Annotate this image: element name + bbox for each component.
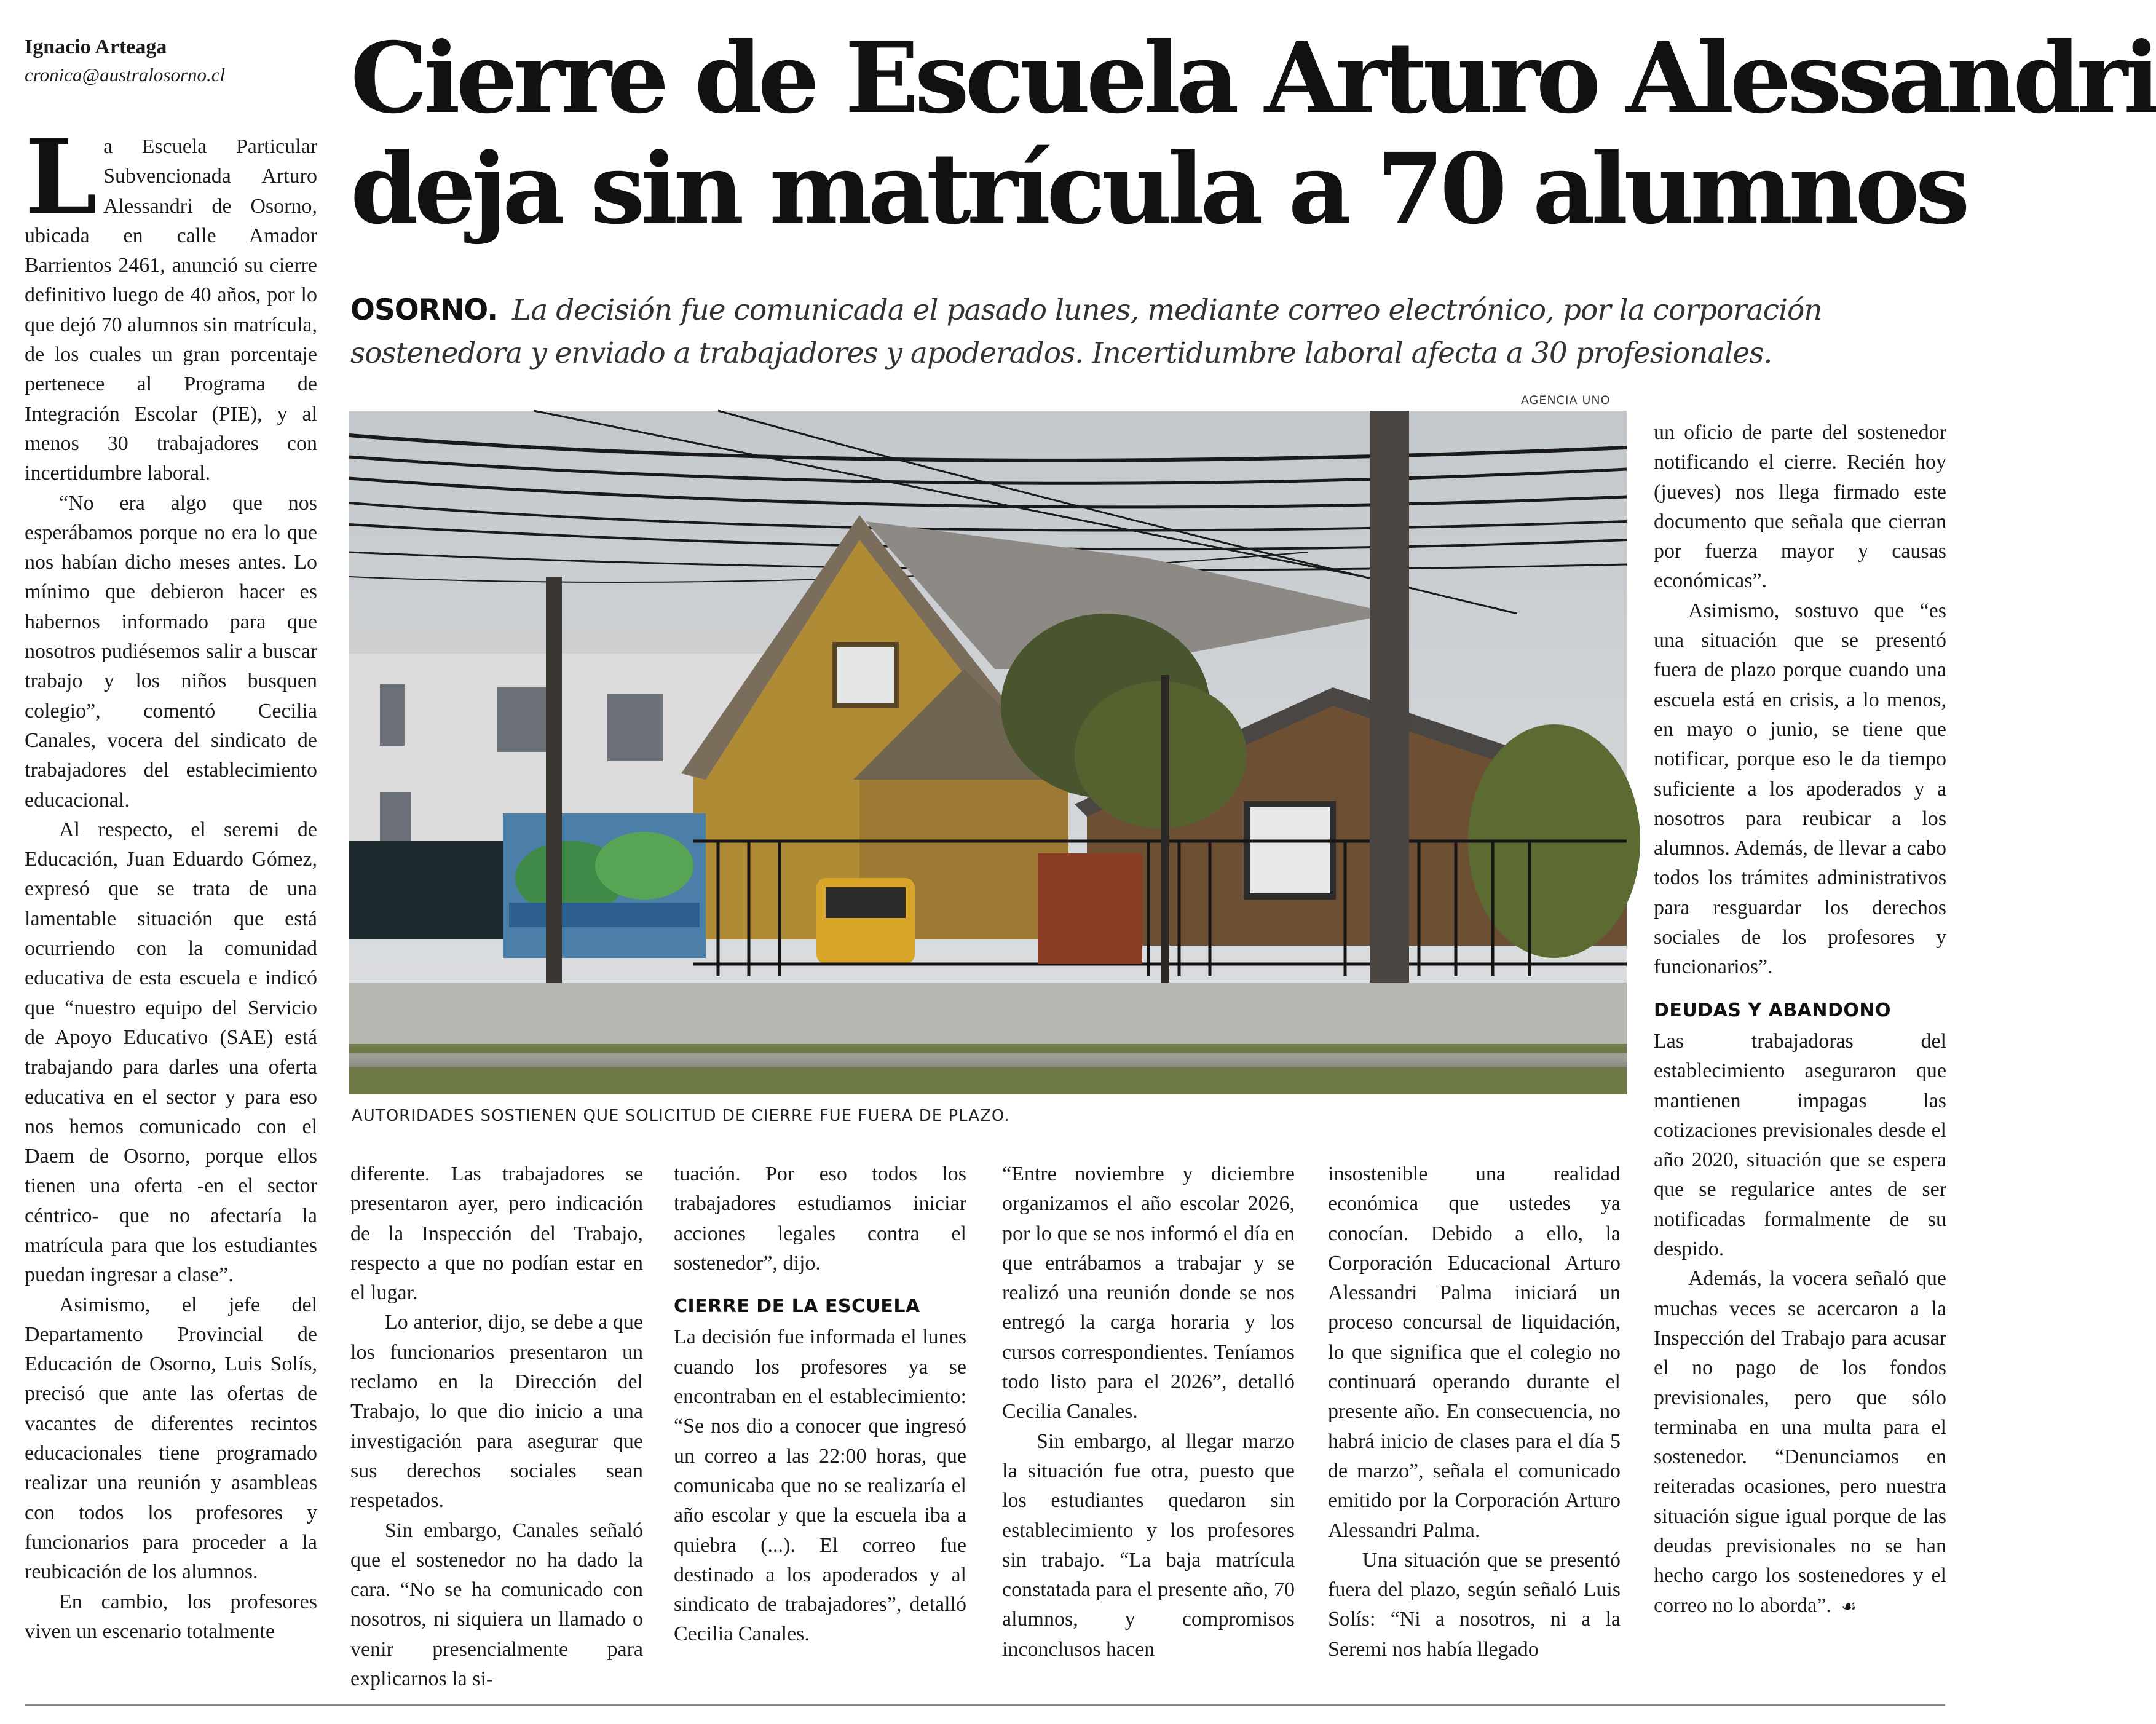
- article-column-2: [350, 1160, 643, 1694]
- article-column-5: [1328, 1160, 1621, 1664]
- paragraph: Sin embargo, al llegar marzo la situación fue otra, puesto que los estudiantes quedaron sin establecimiento y los profesores sin trabajo. “La baja matrícula constatada para el presente año, 70 alumnos, y compromisos inconclusos hacen: [1002, 1429, 1295, 1661]
- paragraph: Las trabajadoras del establecimiento aseguraron que mantienen impagas las cotizaciones previsionales desde el año 2020, situación que se espera que se regularice antes de ser notificadas formalmente de su despido.: [1654, 1029, 1946, 1261]
- subheading-cierre: CIERRE DE LA ESCUELA: [674, 1295, 920, 1318]
- paragraph: “Entre noviembre y diciembre organizamos el año escolar 2026, por lo que se nos informó el día en que entrábamos a trabajar y se realizó una reunión donde se nos entregó la carga horaria y los cursos correspondientes. Teníamos todo listo para el 2026”, detalló Cecilia Canales.: [1002, 1163, 1295, 1423]
- article-column-1: [25, 116, 317, 1647]
- end-mark-icon: ☙: [1841, 1595, 1857, 1616]
- paragraph: En cambio, los profesores viven un escenario totalmente: [25, 1590, 317, 1643]
- headline-line-1: Cierre de Escuela Arturo Alessandri: [350, 22, 2156, 135]
- article-column-6: [1654, 418, 1946, 1621]
- paragraph-text: Además, la vocera señaló que muchas veces se acercaron a la Inspección del Trabajo para acusar el no pago de los fondos previsionales, pero que sólo terminaba en una multa para el sostenedor. “Denunciamos en reiteradas ocasiones, pero nuestra situación sigue igual porque de las deudas previsionales no se han hecho cargo los sostenedores y el correo no lo aborda”.: [1654, 1267, 1946, 1617]
- paragraph-text: a Escuela Particular Subvencionada Arturo Alessandri de Osorno, ubicada en calle Amador Barrientos 2461, anunció su cierre definitivo luego de 40 años, por lo que dejó 70 alumnos sin matrícula, de los cuales un gran porcentaje pertenece al Programa de Integración Escolar (PIE), y al menos 30 trabajadores con incertidumbre laboral.: [25, 135, 317, 485]
- subheading-deudas: DEUDAS Y ABANDONO: [1654, 999, 1892, 1021]
- paragraph: Asimismo, el jefe del Departamento Provincial de Educación de Osorno, Luis Solís, precisó que ante las ofertas de vacantes de diferentes recintos educacionales tiene programado realizar una reunión y asambleas con todos los profesores y funcionarios para proceder a la reubicación de los alumnos.: [25, 1293, 317, 1584]
- paragraph: Al respecto, el seremi de Educación, Juan Eduardo Gómez, expresó que se trata de una lamentable situación que está ocurriendo con la comunidad educativa de esta escuela e indicó que “nuestro equipo del Servicio de Apoyo Educativo (SAE) está trabajando para darles una oferta educativa en el sector y para eso nos hemos comunicado con el Daem de Osorno, porque ellos tienen una oferta -en el sector céntrico- que no afectaría la matrícula para que los estudiantes puedan ingresar a clase”.: [25, 818, 317, 1287]
- headline-line-2: deja sin matrícula a 70 alumnos: [350, 132, 1966, 246]
- lead-text: La decisión fue comunicada el pasado lunes, mediante correo electrónico, por la corporación sostenedora y enviado a trabajadores y apoderados. Incertidumbre laboral afecta a 30 profesionales.: [350, 293, 1822, 370]
- bottom-rule: [25, 1704, 1945, 1706]
- photo-credit: AGENCIA UNO: [1521, 393, 1611, 407]
- paragraph: La decisión fue informada el lunes cuando los profesores ya se encontraban en el establecimiento: “Se nos dio a conocer que ingresó un correo a las 22:00 horas, que comunicaba que no se realizaría el año escolar y que la escuela iba a quiebra (...). El correo fue destinado a los apoderados y al sindicato de trabajadores”, detalló Cecilia Canales.: [674, 1326, 966, 1646]
- paragraph: Lo anterior, dijo, se debe a que los funcionarios presentaron un reclamo en la Dirección del Trabajo, lo que dio inicio a una investigación para asegurar que sus derechos sociales sean respetados.: [350, 1311, 643, 1512]
- paragraph: insostenible una realidad económica que ustedes ya conocían. Debido a ello, la Corporación Educacional Arturo Alessandri Palma iniciará un proceso concursal de liquidación, lo que significa que el colegio no continuará operando durante el presente año. En consecuencia, no habrá inicio de clases para el día 5 de marzo”, señala el comunicado emitido por la Corporación Arturo Alessandri Palma.: [1328, 1163, 1621, 1542]
- drop-cap: L: [25, 116, 98, 238]
- article-column-4: [1002, 1160, 1295, 1664]
- paragraph: [25, 116, 317, 489]
- paragraph: [1654, 1264, 1946, 1621]
- photo-caption: AUTORIDADES SOSTIENEN QUE SOLICITUD DE CIERRE FUE FUERA DE PLAZO.: [352, 1107, 1010, 1125]
- article-column-3: [674, 1160, 966, 1650]
- paragraph: Sin embargo, Canales señaló que el sostenedor no ha dado la cara. “No se ha comunicado con nosotros, ni siquiera un llamado o venir presencialmente para explicarnos la si-: [350, 1519, 643, 1691]
- school-building-photo: [349, 411, 1627, 1094]
- paragraph: Una situación que se presentó fuera del plazo, según señaló Luis Solís: “Ni a nosotros, ni a la Seremi nos había llegado: [1328, 1548, 1621, 1661]
- paragraph: un oficio de parte del sostenedor notificando el cierre. Recién hoy (jueves) nos llega firmado este documento que señala que cierran por fuerza mayor y causas económicas”.: [1654, 421, 1946, 593]
- headline: [350, 22, 2156, 246]
- byline-email[interactable]: cronica@australosorno.cl: [25, 64, 226, 85]
- paragraph: Asimismo, sostuvo que “es una situación que se presentó fuera de plazo porque cuando una escuela está en crisis, a lo menos, en mayo o junio, se tiene que notificar, porque eso le da tiempo suficiente a los apoderados y a nosotros para reubicar a los alumnos. Además, de llevar a cabo todos los trámites administrativos para resguardar los derechos sociales de los profesores y funcionarios”.: [1654, 599, 1946, 979]
- paragraph: tuación. Por eso todos los trabajadores estudiamos iniciar acciones legales contra el sostenedor”, dijo.: [674, 1163, 966, 1275]
- byline-author: Ignacio Arteaga: [25, 36, 167, 58]
- lead-place: OSORNO.: [350, 293, 498, 327]
- paragraph: “No era algo que nos esperábamos porque no era lo que nos habían dicho meses antes. Lo mínimo que debieron hacer es habernos informado para que nosotros pudiésemos salir a buscar trabajo y los niños busquen colegio”, comentó Cecilia Canales, vocera del sindicato de trabajadores del establecimiento educacional.: [25, 491, 317, 812]
- paragraph: diferente. Las trabajadores se presentaron ayer, pero indicación de la Inspección del Trabajo, respecto a que no podían estar en el lugar.: [350, 1163, 643, 1305]
- lead-paragraph: [350, 289, 1924, 375]
